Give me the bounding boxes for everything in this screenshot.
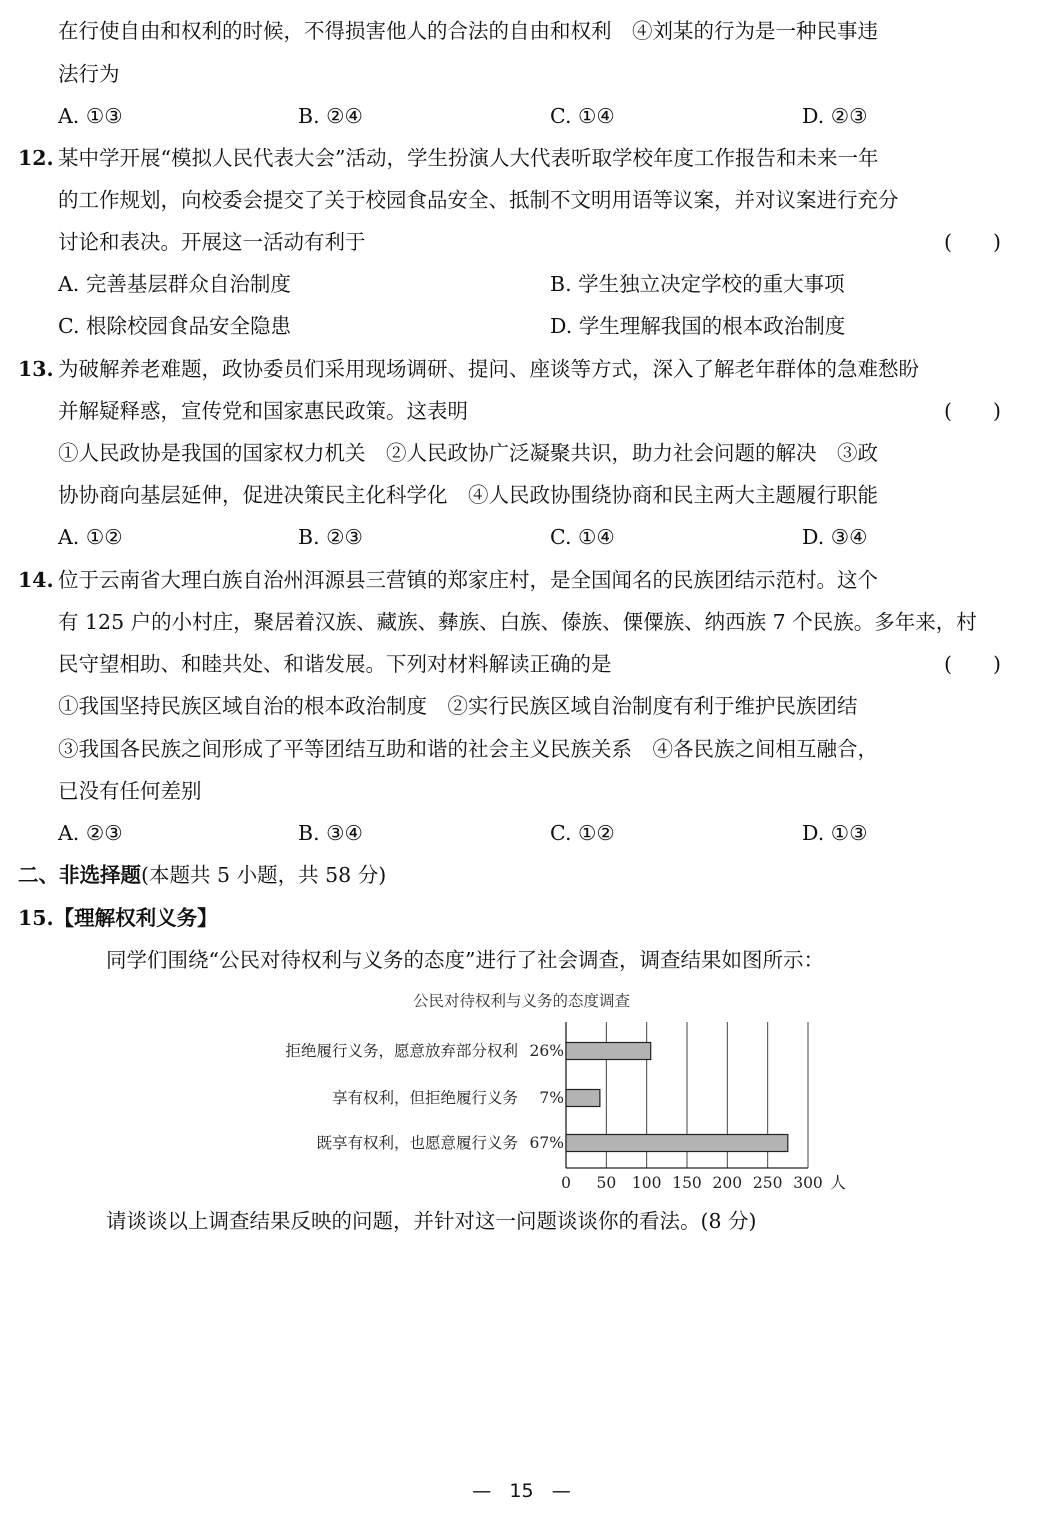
- chart-bar: [566, 1043, 651, 1060]
- q12-option-c: C. 根除校园食品安全隐患: [58, 314, 291, 338]
- q14-line-5: ③我国各民族之间形成了平等团结互助和谐的社会主义民族关系 ④各民族之间相互融合，: [58, 737, 878, 761]
- q14-option-a: A. ②③: [58, 821, 123, 845]
- q14-line-1: 位于云南省大理白族自治州洱源县三营镇的郑家庄村，是全国闻名的民族团结示范村。这个: [58, 568, 878, 592]
- q15-heading: 【理解权利义务】: [53, 906, 218, 930]
- q13-option-d: D. ③④: [802, 525, 868, 549]
- chart-x-tick-label: 150: [672, 1174, 702, 1192]
- chart-percent-label: 7%: [539, 1089, 564, 1107]
- q14-number: 14.: [18, 568, 54, 592]
- chart-percent-label: 67%: [529, 1134, 564, 1152]
- q13-line-4: 协协商向基层延伸，促进决策民主化科学化 ④人民政协围绕协商和民主两大主题履行职能: [58, 483, 878, 507]
- q13-line-1: 为破解养老难题，政协委员们采用现场调研、提问、座谈等方式，深入了解老年群体的急难愁盼: [58, 357, 919, 381]
- section-note: (本题共 5 小题，共 58 分): [141, 863, 387, 887]
- q12-option-b: B. 学生独立决定学校的重大事项: [550, 272, 845, 296]
- chart-x-unit-label: 人: [830, 1173, 847, 1192]
- q14-option-c: C. ①②: [550, 821, 615, 845]
- chart-x-tick-label: 300: [793, 1174, 823, 1192]
- q15-intro: 同学们围绕“公民对待权利与义务的态度”进行了社会调查，调查结果如图所示：: [106, 948, 824, 972]
- chart-x-tick-label: 200: [712, 1174, 743, 1192]
- section-title: 二、非选择题: [18, 863, 141, 887]
- q15-heading-row: [18, 904, 218, 932]
- chart-x-tick-label: 0: [561, 1174, 571, 1192]
- q14-line-3: 民守望相助、和睦共处、和谐发展。下列对材料解读正确的是: [58, 652, 612, 676]
- q14-option-b: B. ③④: [298, 821, 363, 845]
- q13-line-2: 并解疑释惑，宣传党和国家惠民政策。这表明: [58, 399, 468, 423]
- q13-option-a: A. ①②: [58, 525, 123, 549]
- chart-category-label: 享有权利，但拒绝履行义务: [331, 1089, 518, 1107]
- section-heading: [18, 861, 386, 889]
- q12-line-3: 讨论和表决。开展这一活动有利于: [58, 230, 366, 254]
- chart-x-tick-label: 50: [596, 1174, 617, 1192]
- q13-option-c: C. ①④: [550, 525, 615, 549]
- q11-option-b: B. ②④: [298, 104, 363, 128]
- q12-line-2: 的工作规划，向校委会提交了关于校园食品安全、抵制不文明用语等议案，并对议案进行充分: [58, 188, 899, 212]
- q14-line-6: 已没有任何差别: [58, 779, 202, 803]
- q13-option-b: B. ②③: [298, 525, 363, 549]
- chart-percent-label: 26%: [529, 1042, 564, 1060]
- q11-option-a: A. ①③: [58, 104, 123, 128]
- q12-number: 12.: [18, 146, 54, 170]
- page-dash-left: —: [472, 1480, 510, 1502]
- q12-option-d: D. 学生理解我国的根本政治制度: [550, 314, 846, 338]
- q11-line-2: 法行为: [58, 62, 120, 86]
- chart-x-tick-label: 250: [752, 1174, 783, 1192]
- q15-number: 15.: [18, 906, 54, 930]
- q11-option-c: C. ①④: [550, 104, 615, 128]
- page-number: 15: [509, 1480, 534, 1502]
- q11-line-1: 在行使自由和权利的时候，不得损害他人的合法的自由和权利 ④刘某的行为是一种民事违: [58, 19, 878, 43]
- survey-bar-chart: [0, 1020, 1043, 1200]
- q13-line-3: ①人民政协是我国的国家权力机关 ②人民政协广泛凝聚共识，助力社会问题的解决 ③政: [58, 441, 878, 465]
- page-number-row: [0, 1480, 1043, 1502]
- page-dash-right: —: [533, 1480, 571, 1502]
- q13-answer-paren: ( ): [944, 399, 1001, 423]
- q11-option-d: D. ②③: [802, 104, 868, 128]
- chart-bar: [566, 1090, 600, 1107]
- q14-answer-paren: ( ): [944, 652, 1001, 676]
- chart-title: 公民对待权利与义务的态度调查: [412, 992, 630, 1010]
- chart-category-label: 拒绝履行义务，愿意放弃部分权利: [285, 1042, 518, 1060]
- chart-bar: [566, 1135, 788, 1152]
- q14-line-2: 有 125 户的小村庄，聚居着汉族、藏族、彝族、白族、傣族、傈僳族、纳西族 7 个民族。多年来，村: [58, 610, 977, 634]
- q14-option-d: D. ①③: [802, 821, 868, 845]
- q14-line-4: ①我国坚持民族区域自治的根本政治制度 ②实行民族区域自治制度有利于维护民族团结: [58, 694, 858, 718]
- q13-number: 13.: [18, 357, 54, 381]
- q12-option-a: A. 完善基层群众自治制度: [58, 272, 291, 296]
- q15-question: 请谈谈以上调查结果反映的问题，并针对这一问题谈谈你的看法。(8 分): [106, 1209, 757, 1233]
- chart-category-label: 既享有权利，也愿意履行义务: [316, 1134, 518, 1152]
- q12-line-1: 某中学开展“模拟人民代表大会”活动，学生扮演人大代表听取学校年度工作报告和未来一年: [58, 146, 879, 170]
- q12-answer-paren: ( ): [944, 230, 1001, 254]
- chart-x-tick-label: 100: [631, 1174, 662, 1192]
